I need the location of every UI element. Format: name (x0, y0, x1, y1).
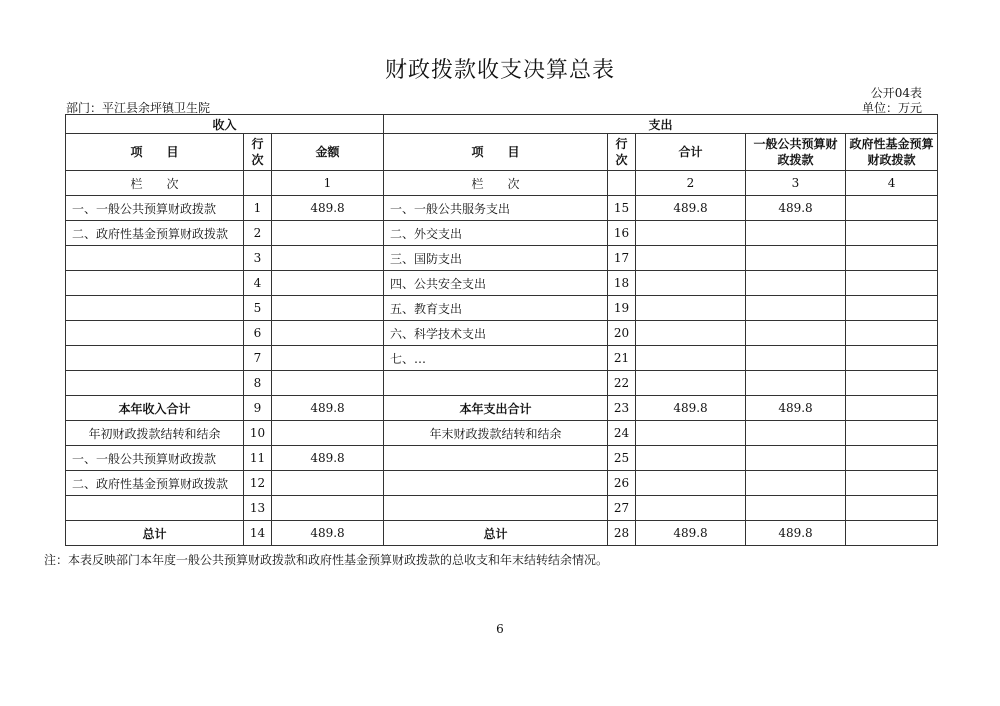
general-budget-cell (746, 321, 846, 346)
expense-item-cell: 三、国防支出 (384, 246, 608, 271)
general-budget-cell (746, 446, 846, 471)
expense-total-cell (636, 496, 746, 521)
expense-total-cell: 489.8 (636, 521, 746, 546)
expense-item-cell: 六、科学技术支出 (384, 321, 608, 346)
income-amount-cell (272, 296, 384, 321)
expense-item-cell (384, 496, 608, 521)
expense-total-cell: 489.8 (636, 196, 746, 221)
general-budget-cell (746, 496, 846, 521)
gov-fund-cell (846, 446, 938, 471)
expense-row-no-cell: 28 (608, 521, 636, 546)
expense-total-cell (636, 371, 746, 396)
income-row-no-cell: 13 (244, 496, 272, 521)
expense-header: 支出 (384, 115, 938, 134)
income-row-no-cell: 7 (244, 346, 272, 371)
table-row (66, 446, 938, 471)
table-row (66, 221, 938, 246)
expense-row-no-cell: 15 (608, 196, 636, 221)
general-budget-cell: 489.8 (746, 396, 846, 421)
col-number-2: 2 (636, 171, 746, 196)
income-amount-cell (272, 471, 384, 496)
expense-total-cell (636, 346, 746, 371)
income-item-cell: 总计 (66, 521, 244, 546)
income-row-no-cell: 9 (244, 396, 272, 421)
unit-label: 单位：万元 (861, 101, 922, 115)
expense-total-cell (636, 246, 746, 271)
income-item-cell: 一、一般公共预算财政拨款 (66, 446, 244, 471)
income-col-label: 栏 次 (66, 171, 244, 196)
general-budget-cell (746, 271, 846, 296)
income-amount-cell: 489.8 (272, 446, 384, 471)
income-item-cell (66, 371, 244, 396)
income-row-no-cell: 14 (244, 521, 272, 546)
department-label: 部门：平江县余坪镇卫生院 (66, 101, 211, 115)
income-amount-header: 金额 (272, 134, 384, 171)
expense-item-cell: 年末财政拨款结转和结余 (384, 421, 608, 446)
table-row (66, 271, 938, 296)
income-amount-cell: 489.8 (272, 396, 384, 421)
table-row (66, 371, 938, 396)
income-item-cell (66, 296, 244, 321)
general-budget-cell (746, 346, 846, 371)
empty-cell (608, 171, 636, 196)
income-header: 收入 (66, 115, 384, 134)
table-row (66, 196, 938, 221)
expense-row-no-cell: 27 (608, 496, 636, 521)
form-code: 公开04表 (870, 86, 922, 100)
general-budget-header: 一般公共预算财政拨款 (746, 134, 846, 171)
general-budget-cell: 489.8 (746, 196, 846, 221)
expense-row-no-cell: 23 (608, 396, 636, 421)
expense-total-cell: 489.8 (636, 396, 746, 421)
gov-fund-cell (846, 346, 938, 371)
gov-fund-cell (846, 396, 938, 421)
income-row-no-cell: 1 (244, 196, 272, 221)
expense-row-no-cell: 25 (608, 446, 636, 471)
income-amount-cell (272, 421, 384, 446)
income-row-no-cell: 6 (244, 321, 272, 346)
income-amount-cell: 489.8 (272, 196, 384, 221)
income-amount-cell (272, 246, 384, 271)
table-row (66, 521, 938, 546)
gov-fund-cell (846, 271, 938, 296)
income-item-cell: 二、政府性基金预算财政拨款 (66, 471, 244, 496)
expense-item-cell (384, 471, 608, 496)
gov-fund-cell (846, 196, 938, 221)
gov-fund-cell (846, 321, 938, 346)
income-item-cell: 年初财政拨款结转和结余 (66, 421, 244, 446)
income-row-no-cell: 11 (244, 446, 272, 471)
gov-fund-cell (846, 471, 938, 496)
expense-row-no-cell: 17 (608, 246, 636, 271)
expense-total-header: 合计 (636, 134, 746, 171)
expense-total-cell (636, 421, 746, 446)
table-row (66, 496, 938, 521)
general-budget-cell (746, 421, 846, 446)
table-row (66, 246, 938, 271)
gov-fund-cell (846, 371, 938, 396)
gov-fund-cell (846, 296, 938, 321)
income-amount-cell (272, 321, 384, 346)
gov-fund-cell (846, 246, 938, 271)
gov-fund-cell (846, 496, 938, 521)
expense-item-cell (384, 446, 608, 471)
expense-total-cell (636, 471, 746, 496)
expense-row-no-cell: 21 (608, 346, 636, 371)
income-item-cell: 二、政府性基金预算财政拨款 (66, 221, 244, 246)
header-row-sections (66, 115, 938, 134)
expense-item-cell: 五、教育支出 (384, 296, 608, 321)
income-row-no-cell: 10 (244, 421, 272, 446)
table-row (66, 421, 938, 446)
income-item-cell (66, 496, 244, 521)
income-row-no-header: 行次 (244, 134, 272, 171)
income-item-cell (66, 271, 244, 296)
page-number: 6 (496, 622, 504, 636)
income-row-no-cell: 4 (244, 271, 272, 296)
income-row-no-cell: 5 (244, 296, 272, 321)
gov-fund-cell (846, 221, 938, 246)
income-amount-cell (272, 496, 384, 521)
col-number-1: 1 (272, 171, 384, 196)
budget-summary-table (65, 114, 938, 546)
footnote: 注：本表反映部门本年度一般公共预算财政拨款和政府性基金预算财政拨款的总收支和年末结转结余情况。 (44, 553, 609, 567)
expense-item-cell: 四、公共安全支出 (384, 271, 608, 296)
table-row (66, 321, 938, 346)
expense-item-cell: 本年支出合计 (384, 396, 608, 421)
general-budget-cell: 489.8 (746, 521, 846, 546)
gov-fund-cell (846, 421, 938, 446)
expense-total-cell (636, 321, 746, 346)
general-budget-cell (746, 371, 846, 396)
income-item-cell: 一、一般公共预算财政拨款 (66, 196, 244, 221)
general-budget-cell (746, 221, 846, 246)
table-row (66, 346, 938, 371)
general-budget-cell (746, 246, 846, 271)
general-budget-cell (746, 471, 846, 496)
income-item-cell (66, 246, 244, 271)
expense-row-no-cell: 22 (608, 371, 636, 396)
expense-total-cell (636, 271, 746, 296)
table-row (66, 396, 938, 421)
table-row (66, 296, 938, 321)
expense-item-cell: 七、… (384, 346, 608, 371)
income-amount-cell (272, 346, 384, 371)
expense-total-cell (636, 446, 746, 471)
income-item-cell (66, 346, 244, 371)
expense-row-no-cell: 26 (608, 471, 636, 496)
page-title: 财政拨款收支决算总表 (384, 58, 615, 83)
income-row-no-cell: 8 (244, 371, 272, 396)
expense-item-header: 项 目 (384, 134, 608, 171)
expense-row-no-cell: 24 (608, 421, 636, 446)
expense-item-cell (384, 371, 608, 396)
income-amount-cell: 489.8 (272, 521, 384, 546)
expense-total-cell (636, 221, 746, 246)
col-number-3: 3 (746, 171, 846, 196)
income-item-header: 项 目 (66, 134, 244, 171)
gov-fund-header: 政府性基金预算财政拨款 (846, 134, 938, 171)
gov-fund-cell (846, 521, 938, 546)
header-row-column-numbers (66, 171, 938, 196)
col-number-4: 4 (846, 171, 938, 196)
expense-total-cell (636, 296, 746, 321)
income-amount-cell (272, 271, 384, 296)
expense-row-no-cell: 20 (608, 321, 636, 346)
expense-item-cell: 总计 (384, 521, 608, 546)
expense-row-no-cell: 19 (608, 296, 636, 321)
expense-row-no-header: 行次 (608, 134, 636, 171)
income-row-no-cell: 2 (244, 221, 272, 246)
income-row-no-cell: 12 (244, 471, 272, 496)
header-row-columns (66, 134, 938, 171)
empty-cell (244, 171, 272, 196)
income-item-cell (66, 321, 244, 346)
expense-row-no-cell: 16 (608, 221, 636, 246)
income-item-cell: 本年收入合计 (66, 396, 244, 421)
income-amount-cell (272, 371, 384, 396)
expense-item-cell: 二、外交支出 (384, 221, 608, 246)
expense-col-label: 栏 次 (384, 171, 608, 196)
expense-item-cell: 一、一般公共服务支出 (384, 196, 608, 221)
expense-row-no-cell: 18 (608, 271, 636, 296)
income-row-no-cell: 3 (244, 246, 272, 271)
table-row (66, 471, 938, 496)
income-amount-cell (272, 221, 384, 246)
general-budget-cell (746, 296, 846, 321)
